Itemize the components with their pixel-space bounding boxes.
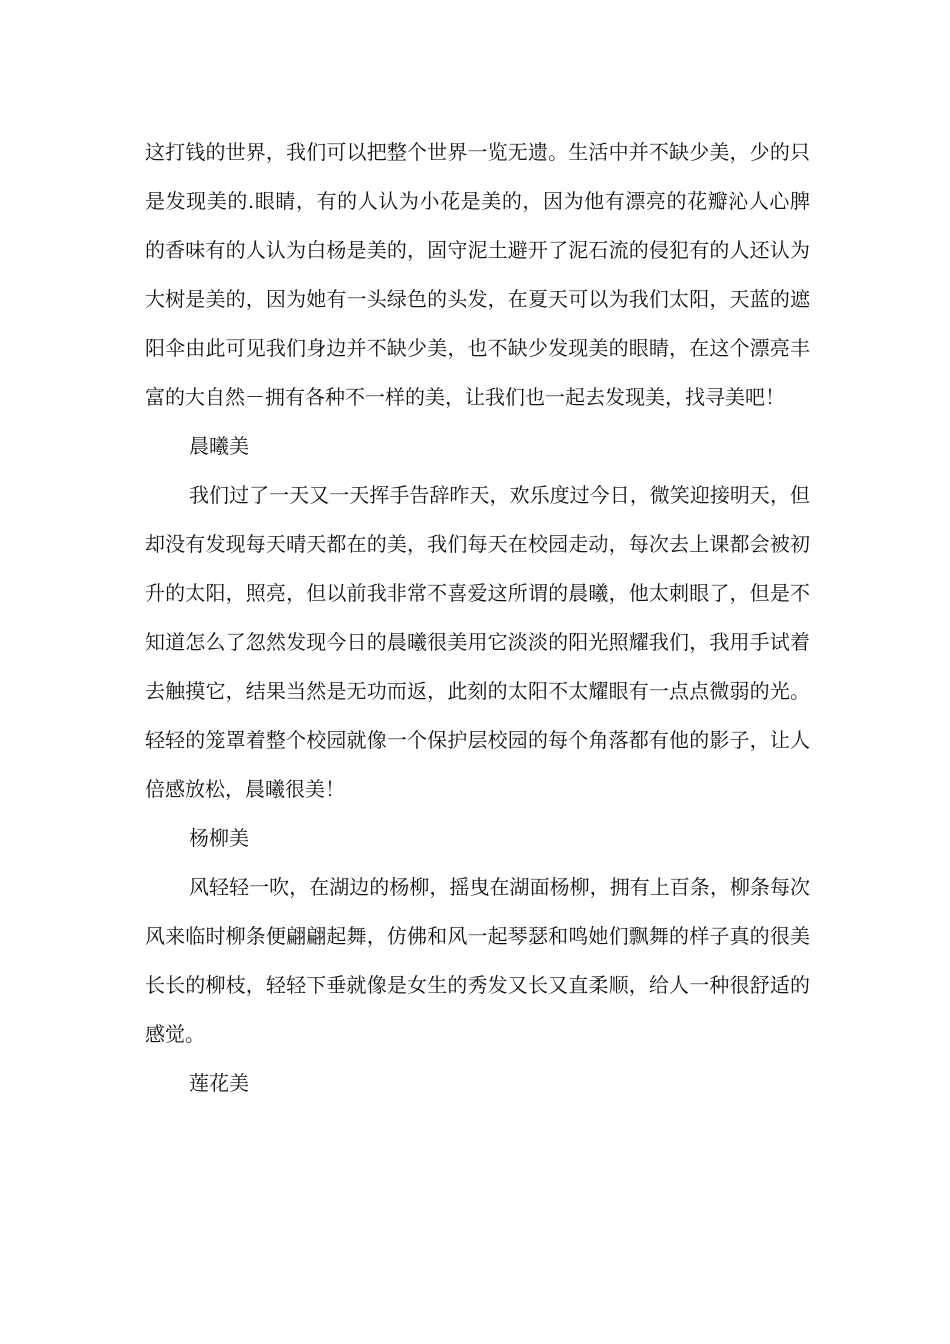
intro-paragraph: 这打钱的世界，我们可以把整个世界一览无遗。生活中并不缺少美，少的只是发现美的.眼睛，有的人认为小花是美的，因为他有漂亮的花瓣沁人心脾的香味有的人认为白杨是美的，固守泥土避开了泥石流的侵犯有的人还认为大树是美的，因为她有一头绿色的头发，在夏天可以为我们太阳，天蓝的遮阳伞由此可见我们身边并不缺少美，也不缺少发现美的眼睛，在这个漂亮丰富的大自然－拥有各种不一样的美，让我们也一起去发现美，找寻美吧！	[145, 140, 810, 409]
section-paragraph-willow: 风轻轻一吹，在湖边的杨柳，摇曳在湖面杨柳，拥有上百条，柳条每次风来临时柳条便翩翩起舞，仿佛和风一起琴瑟和鸣她们飘舞的样子真的很美长长的柳枝，轻轻下垂就像是女生的秀发又长又直柔顺，给人一种很舒适的感觉。	[145, 875, 810, 1046]
section-heading-lotus: 莲花美	[189, 1071, 249, 1095]
section-heading-morning: 晨曦美	[189, 434, 249, 458]
section-heading-willow: 杨柳美	[189, 826, 249, 850]
section-paragraph-morning: 我们过了一天又一天挥手告辞昨天，欢乐度过今日，微笑迎接明天，但却没有发现每天晴天都在的美，我们每天在校园走动，每次去上课都会被初升的太阳，照亮，但以前我非常不喜爱这所谓的晨曦，他太刺眼了，但是不知道怎么了忽然发现今日的晨曦很美用它淡淡的阳光照耀我们，我用手试着去触摸它，结果当然是无功而返，此刻的太阳不太耀眼有一点点微弱的光。轻轻的笼罩着整个校园就像一个保护层校园的每个角落都有他的影子，让人倍感放松，晨曦很美！	[145, 483, 810, 801]
document-body	[145, 128, 810, 1108]
